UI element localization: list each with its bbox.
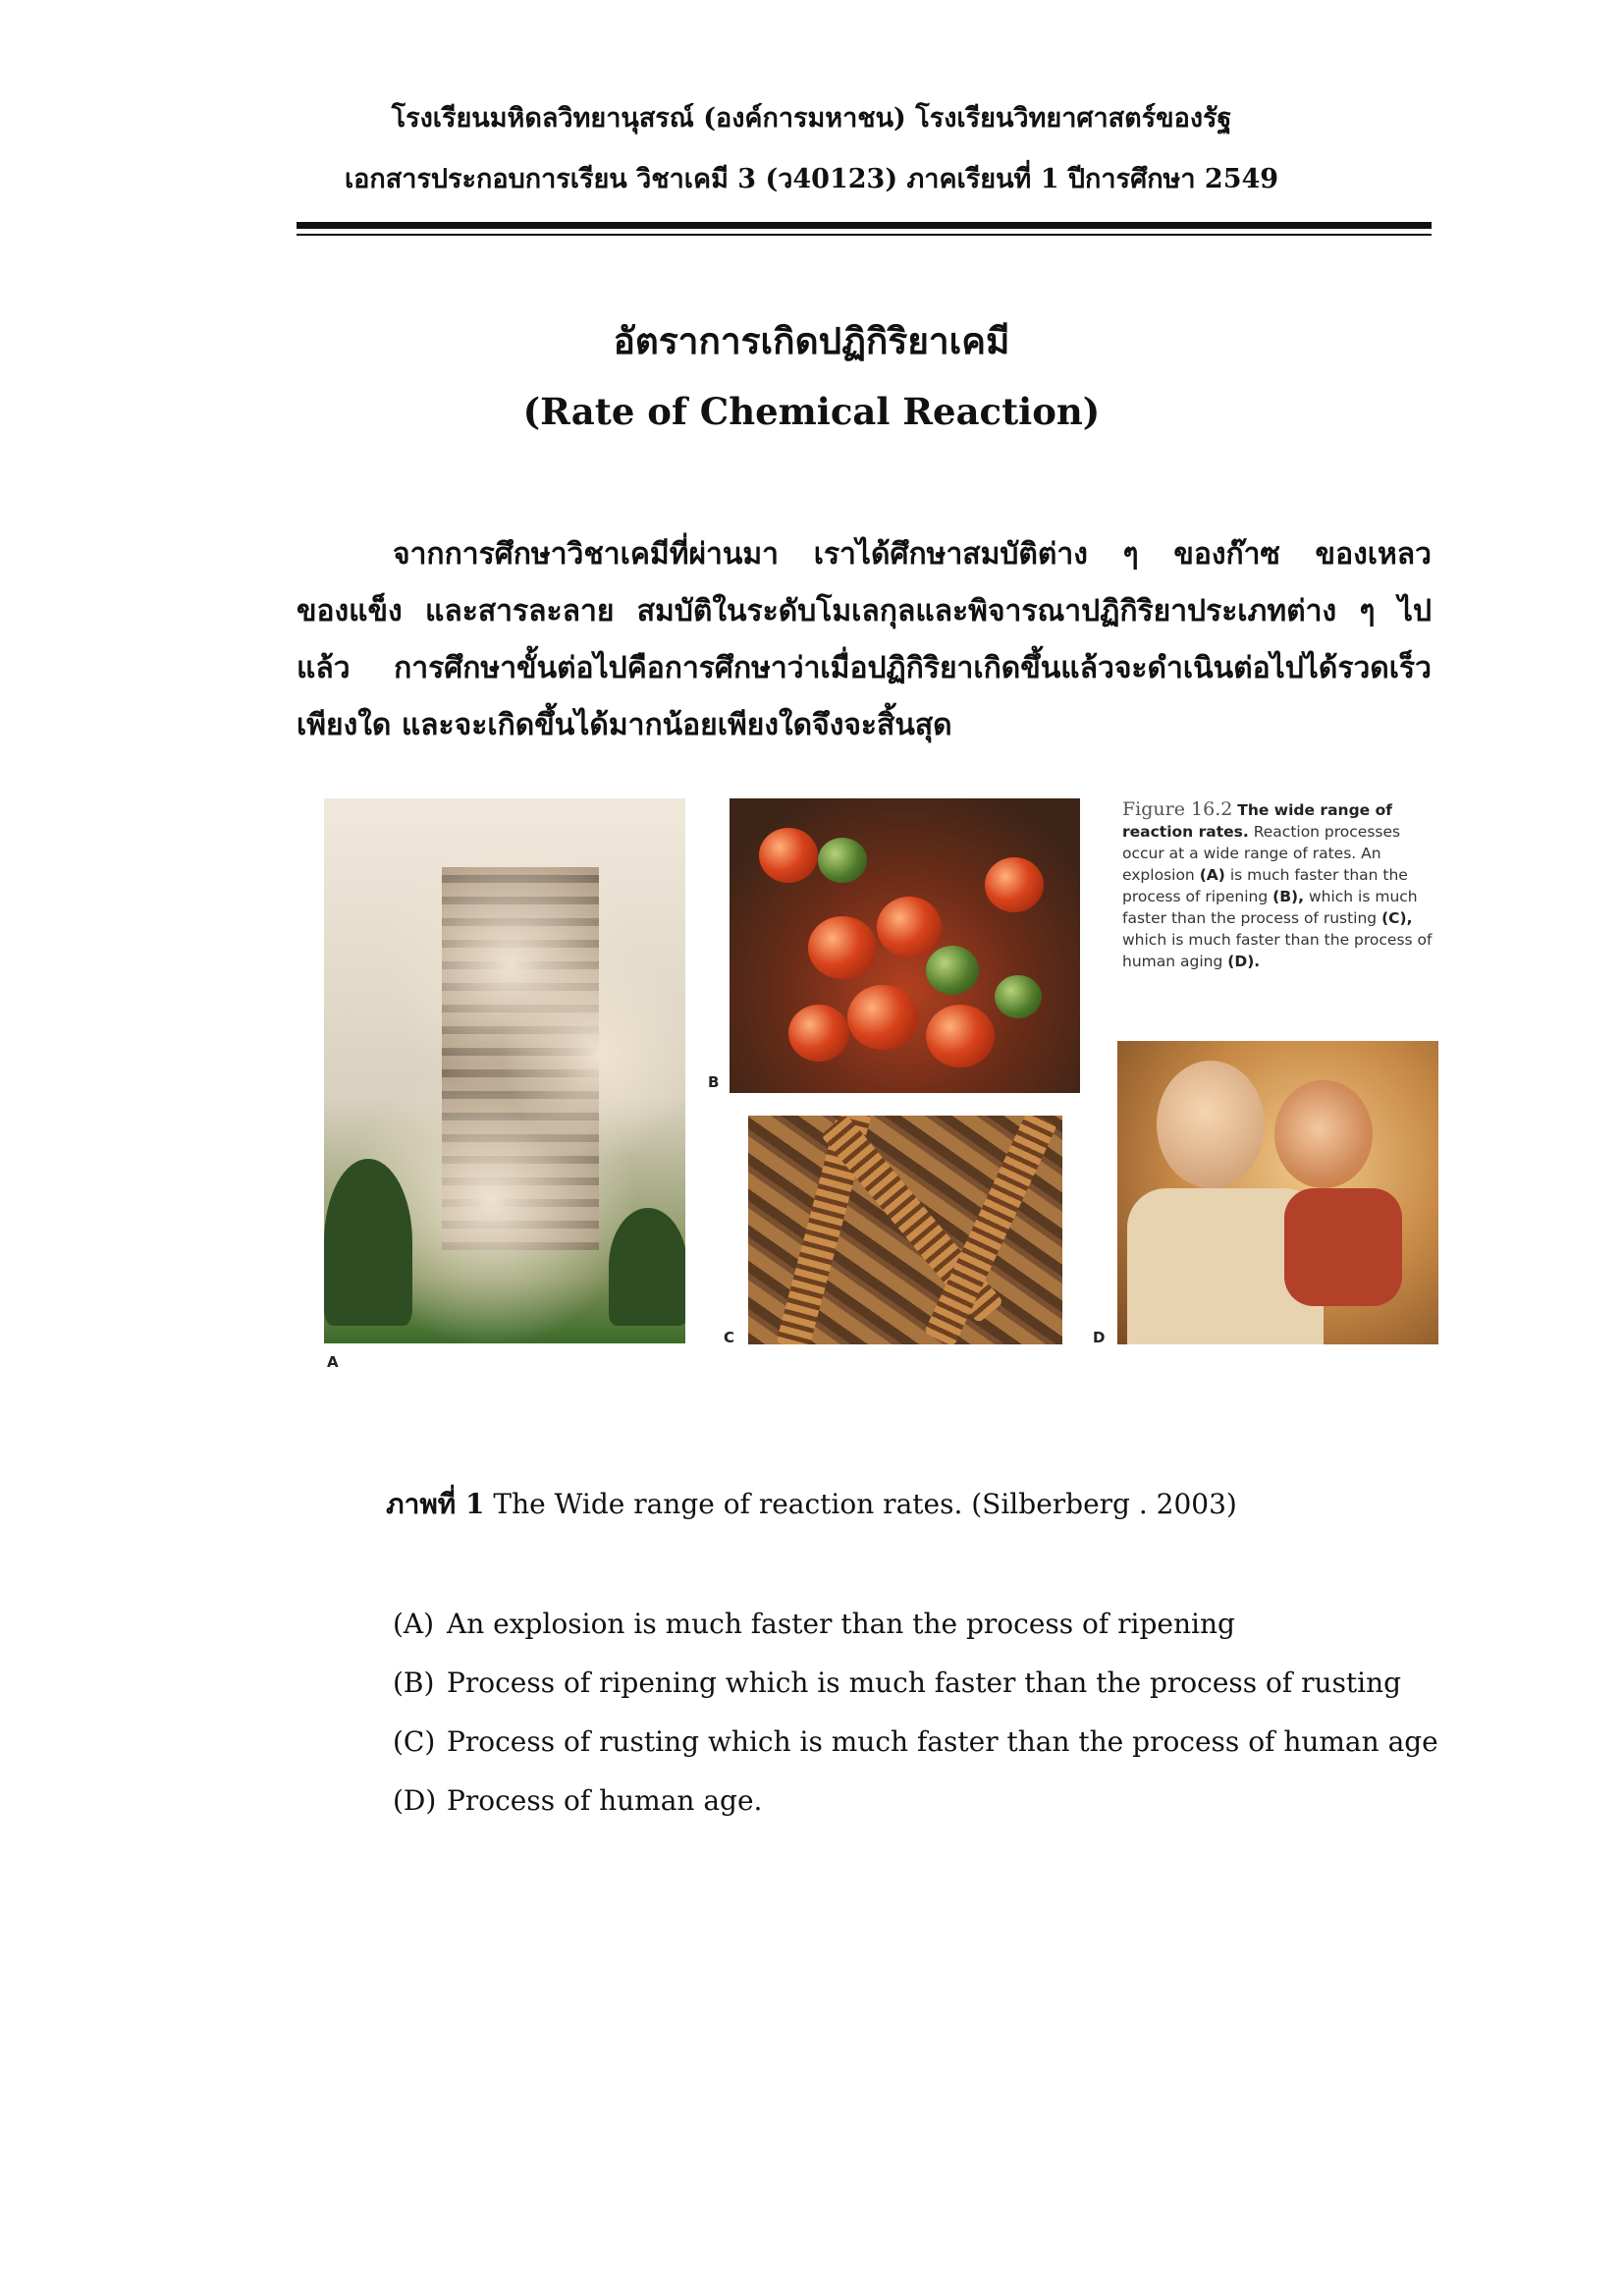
photo-caption-text: The Wide range of reaction rates. (Silberberg . 2003) [493, 1488, 1237, 1520]
figure-tag-d: (D). [1227, 953, 1261, 970]
list-item-text: Process of rusting which is much faster than the process of human age [447, 1725, 1438, 1758]
list-item-label: (A) [393, 1608, 435, 1640]
list-item-label: (C) [393, 1725, 436, 1758]
figure-number: Figure 16.2 [1122, 798, 1233, 820]
list-item-label: (D) [393, 1784, 437, 1817]
photo-caption-number: ภาพที่ 1 [386, 1488, 485, 1520]
photo-label-c: C [724, 1329, 735, 1346]
photo-ripening-tomatoes [730, 798, 1080, 1093]
list-item-text: An explosion is much faster than the process of ripening [447, 1608, 1235, 1640]
figure-description-1: Reaction processes occur at a wide range of rates. An explosion [1122, 823, 1401, 884]
photo-explosion [324, 798, 685, 1343]
figure-title: The wide range of reaction rates. [1122, 801, 1392, 841]
figure-tag-c: (C), [1381, 909, 1413, 927]
figure-reaction-rates [307, 789, 1446, 1371]
list-item [393, 1725, 1438, 1758]
figure-description-2: is much faster than the process of ripening [1122, 866, 1408, 905]
figure-caption-text [1122, 798, 1441, 972]
photo-label-a: A [327, 1353, 339, 1371]
figure-tag-b: (B), [1272, 888, 1305, 905]
list-item [393, 1784, 762, 1817]
list-item [393, 1608, 1235, 1640]
header-rule-thick [297, 222, 1432, 229]
header-course-info: เอกสารประกอบการเรียน วิชาเคมี 3 (ว40123) ภาคเรียนที่ 1 ปีการศึกษา 2549 [344, 164, 1279, 194]
photo-human-aging [1117, 1041, 1438, 1344]
figure-description-4: which is much faster than the process of human aging [1122, 931, 1433, 970]
photo-label-d: D [1093, 1329, 1106, 1346]
list-item-label: (B) [393, 1667, 435, 1699]
page-title-thai: อัตราการเกิดปฏิกิริยาเคมี [613, 319, 1010, 362]
list-item-text: Process of ripening which is much faster than the process of rusting [447, 1667, 1402, 1699]
figure-tag-a: (A) [1199, 866, 1225, 884]
header-rule-thin [297, 234, 1432, 236]
intro-paragraph: จากการศึกษาวิชาเคมีที่ผ่านมา เราได้ศึกษาสมบัติต่าง ๆ ของก๊าซ ของเหลว ของแข็ง และสารละลาย สมบัติในระดับโมเลกุลและพิจารณาปฏิกิริยาประเภทต่าง ๆ ไปแล้ว การศึกษาขั้นต่อไปคือการศึกษาว่าเมื่อปฏิกิริยาเกิดขึ้นแล้วจะดำเนินต่อไปได้รวดเร็วเพียงใด และจะเกิดขึ้นได้มากน้อยเพียงใดจึงจะสิ้นสุด [297, 537, 1432, 742]
list-item-text: Process of human age. [447, 1784, 763, 1817]
photo-label-b: B [708, 1073, 720, 1091]
photo-caption [0, 1483, 1623, 1526]
figure-description-3: which is much faster than the process of rusting [1122, 888, 1418, 927]
photo-rusting-screws [748, 1116, 1062, 1344]
page-title-english: (Rate of Chemical Reaction) [522, 390, 1101, 433]
list-item [393, 1667, 1401, 1699]
header-school-name: โรงเรียนมหิดลวิทยานุสรณ์ (องค์การมหาชน) โรงเรียนวิทยาศาสตร์ของรัฐ [391, 103, 1232, 134]
